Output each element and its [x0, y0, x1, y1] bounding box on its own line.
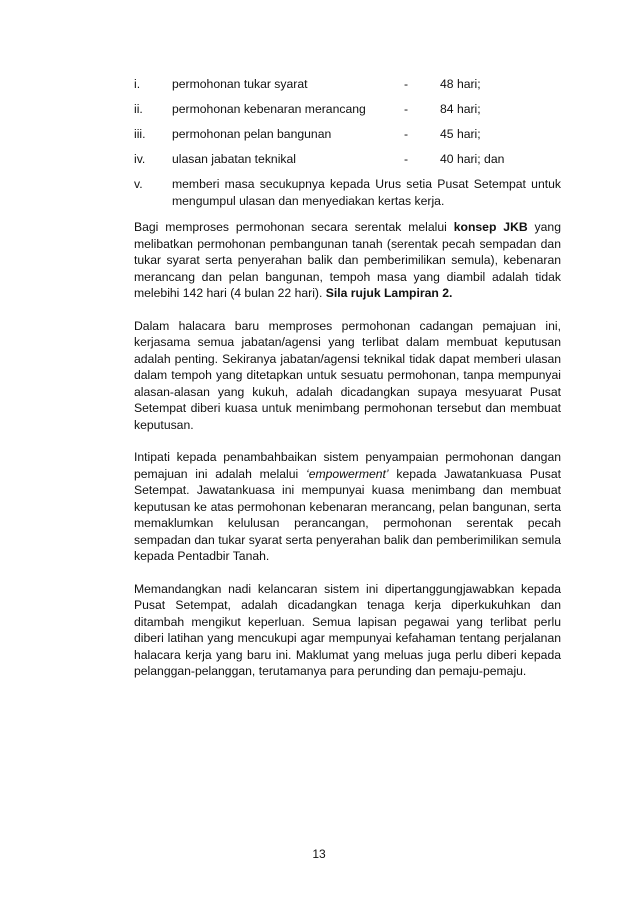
paragraph-cooperation: Dalam halacara baru memproses permohonan cadangan pemajuan ini, kerjasama semua jabatan/agensi yang terlibat dalam membuat keputusan adalah penting. Sekiranya jabatan/agensi teknikal tidak dapat memberi ulasan dalam tempoh yang ditetapkan untuk sesuatu permohonan, tanpa mempunyai alasan-alasan yang kukuh, adalah dicadangkan supaya mesyuarat Pusat Setempat diberi kuasa untuk menimbang permohonan tersebut dan membuat keputusan.: [134, 318, 561, 432]
italic-term-empowerment: ‘empowerment’: [305, 466, 389, 481]
list-days: 40 hari; dan: [440, 152, 505, 166]
paragraph-jkb-concept: [134, 219, 561, 302]
list-numeral: i.: [134, 77, 141, 91]
list-item: [134, 126, 561, 143]
list-numeral: v.: [134, 177, 143, 191]
appendix-reference: Sila rujuk Lampiran 2.: [325, 286, 453, 300]
list-item-text: permohonan kebenaran merancang: [172, 102, 366, 116]
list-item-text: memberi masa secukupnya kepada Urus setia Pusat Setempat untuk mengumpul ulasan dan menyediakan kertas kerja.: [172, 177, 561, 208]
list-numeral: iii.: [134, 127, 146, 141]
paragraph-text: Intipati kepada penambahbaikan sistem penyampaian permohonan dangan pemajuan ini adalah melalui: [134, 450, 561, 481]
paragraph-text: Bagi memproses permohonan secara serentak melalui: [134, 220, 454, 234]
list-days: 84 hari;: [440, 102, 481, 116]
list-dash: -: [404, 77, 409, 91]
list-dash: -: [404, 102, 409, 116]
document-body: [134, 76, 561, 696]
list-item: [134, 176, 561, 209]
list-item: [134, 151, 561, 168]
bold-term-jkb: konsep JKB: [453, 220, 528, 234]
list-numeral: ii.: [134, 102, 143, 116]
paragraph-text: kepada Jawatankuasa Pusat Setempat. Jawatankuasa ini mempunyai kuasa menimbang dan membuat keputusan ke atas permohonan kebenaran merancang, pelan bangunan, serta memaklumkan kelulusan perancangan, permohonan serentak pecah sempadan dan tukar syarat serta penyerahan balik dan pemberimilikan semula kepada Pentadbir Tanah.: [134, 466, 561, 563]
list-numeral: iv.: [134, 152, 146, 166]
page-number: 13: [312, 847, 326, 861]
list-dash: -: [404, 152, 409, 166]
list-item-text: ulasan jabatan teknikal: [172, 152, 296, 166]
list-days: 45 hari;: [440, 127, 481, 141]
list-item-text: permohonan pelan bangunan: [172, 127, 332, 141]
list-item-text: permohonan tukar syarat: [172, 77, 308, 91]
list-days: 48 hari;: [440, 77, 481, 91]
list-item: [134, 76, 561, 93]
paragraph-workforce: Memandangkan nadi kelancaran sistem ini dipertanggungjawabkan kepada Pusat Setempat, adalah dicadangkan tenaga kerja diperkukuhkan dan ditambah mengikut keperluan. Semua lapisan pegawai yang terlibat perlu diberi latihan yang mencukupi agar mempunyai kefahaman tentang perjalanan halacara kerja yang baru ini. Maklumat yang meluas juga perlu diberi kepada pelanggan-pelanggan, terutamanya para perunding dan pemaju-pemaju.: [134, 581, 561, 678]
list-item: [134, 101, 561, 118]
list-dash: -: [404, 127, 409, 141]
paragraph-text: yang melibatkan permohonan pembangunan tanah (serentak pecah sempadan dan tukar syarat serta penyerahan balik dan pemberimilikan semula), kebenaran merancang dan pelan bangunan, tempoh masa yang diambil adalah tidak melebihi 142 hari (4 bulan 22 hari).: [134, 220, 561, 300]
paragraph-empowerment: [134, 449, 561, 565]
